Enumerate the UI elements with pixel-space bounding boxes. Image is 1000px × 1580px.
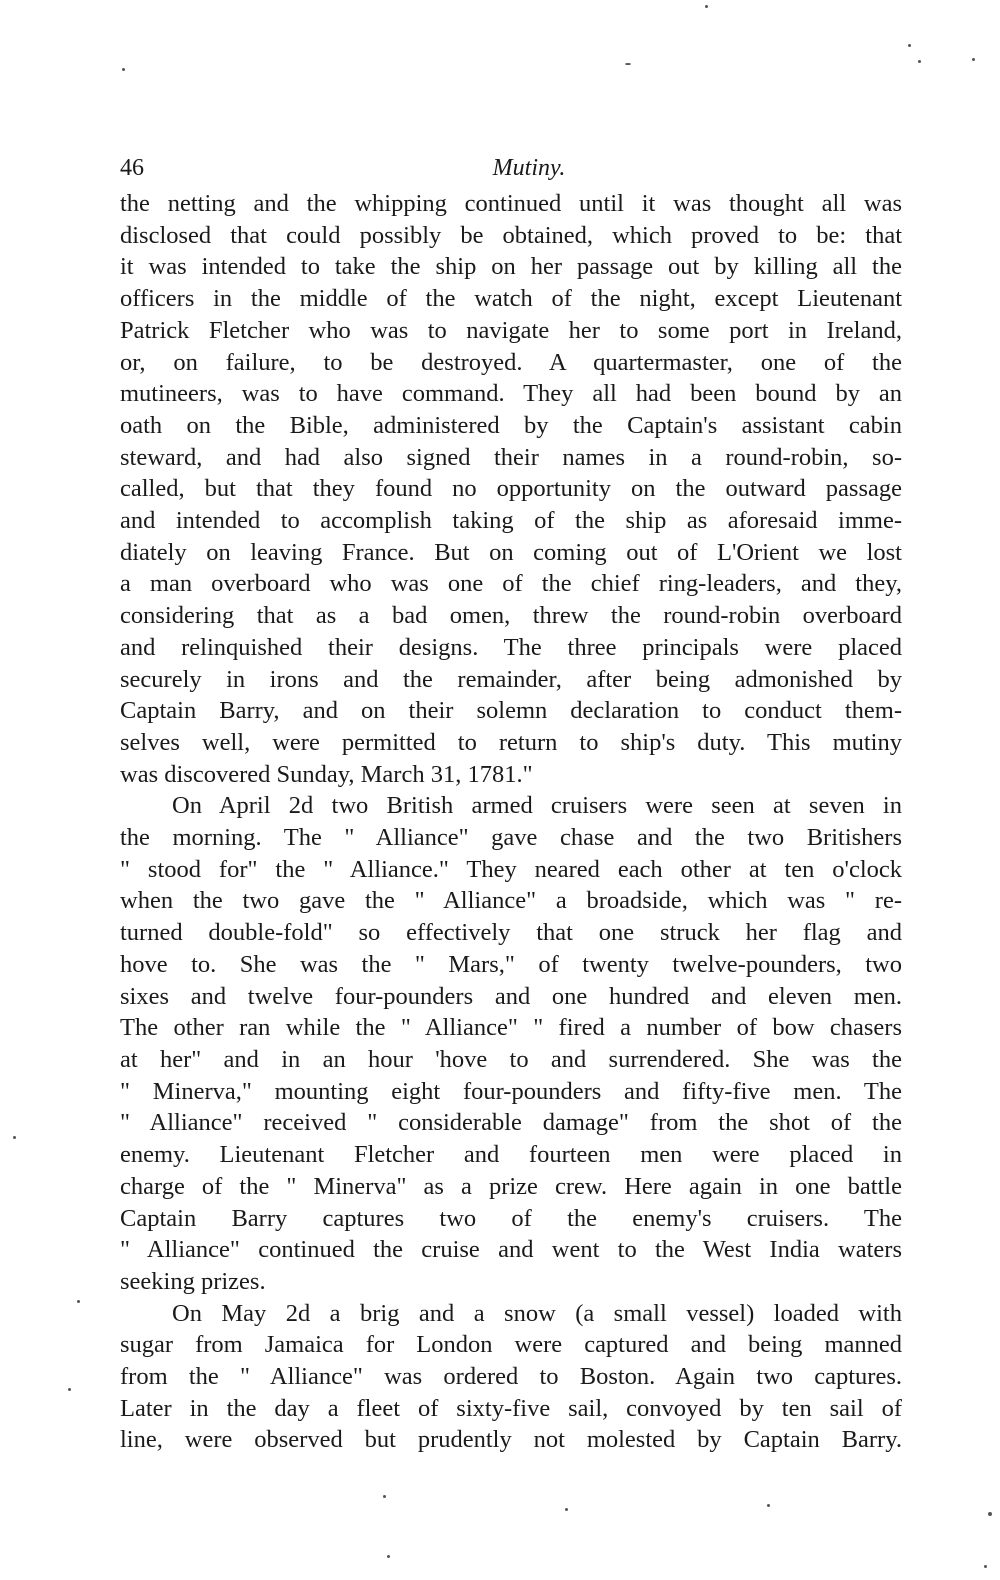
text-line: was discovered Sunday, March 31, 1781." [120,760,533,788]
scan-speck [972,58,975,61]
text-line: turned double-fold" so effectively that one struck her flag and [120,919,902,947]
text-line: the netting and the whipping continued until it was thought all was [120,190,902,217]
text-line: enemy. Lieutenant Fletcher and fourteen men were placed in [120,1141,902,1169]
text-line: or, on failure, to be destroyed. A quartermaster, one of the [120,348,902,376]
text-line: oath on the Bible, administered by the Captain's assistant cabin [120,411,902,439]
text-line: considering that as a bad omen, threw the round-robin overboard [120,602,902,630]
text-line: steward, and had also signed their names in a round-robin, so- [120,443,902,471]
scan-speck [13,1136,16,1139]
text-line: at her" and in an hour 'hove to and surrendered. She was the [120,1045,902,1073]
text-line: disclosed that could possibly be obtained, which proved to be: that [120,221,902,249]
book-page [120,152,902,1456]
paragraph-mutiny-account [120,188,902,790]
text-line: sugar from Jamaica for London were captured and being manned [120,1331,902,1359]
text-line: seeking prizes. [120,1267,266,1295]
scan-speck [122,68,125,71]
text-line: Patrick Fletcher who was to navigate her to some port in Ireland, [120,316,902,344]
text-line: diately on leaving France. But on coming out of L'Orient we lost [120,538,902,566]
text-line: On April 2d two British armed cruisers were seen at seven in [172,792,902,820]
paragraph-april-battle [120,790,902,1297]
text-line: the morning. The " Alliance" gave chase and the two Britishers [120,824,902,852]
text-line: mutineers, was to have command. They all had been bound by an [120,380,902,408]
text-line: and intended to accomplish taking of the ship as aforesaid imme- [120,507,902,535]
scan-speck [68,1388,71,1391]
scan-speck [988,1512,992,1516]
text-line: Captain Barry captures two of the enemy's cruisers. The [120,1204,902,1232]
text-line: " stood for" the " Alliance." They neared each other at ten o'clock [120,855,902,883]
page-number: 46 [120,155,144,181]
text-line: it was intended to take the ship on her passage out by killing all the [120,253,902,281]
scan-speck [918,60,921,63]
text-line: securely in irons and the remainder, after being admonished by [120,665,902,693]
scan-speck [387,1555,390,1558]
scan-speck [383,1495,386,1498]
text-line: Later in the day a fleet of sixty-five sail, convoyed by ten sail of [120,1394,902,1422]
text-line: and relinquished their designs. The three principals were placed [120,633,902,661]
running-title: Mutiny. [492,155,566,181]
scan-speck [984,1565,987,1568]
text-line: " Alliance" continued the cruise and went to the West India waters [120,1236,902,1264]
text-line: line, were observed but prudently not molested by Captain Barry. [120,1426,902,1454]
running-head [120,152,902,184]
scan-speck [77,1300,80,1303]
text-line: " Alliance" received " considerable damage" from the shot of the [120,1109,902,1137]
scan-speck [625,63,631,65]
text-line: sixes and twelve four-pounders and one hundred and eleven men. [120,982,902,1010]
text-line: Captain Barry, and on their solemn declaration to conduct them- [120,697,902,725]
text-line: called, but that they found no opportunity on the outward passage [120,475,902,503]
paragraph-may-captures [120,1298,902,1457]
scan-speck [767,1504,770,1507]
text-line: " Minerva," mounting eight four-pounders and fifty-five men. The [120,1077,902,1105]
text-line: when the two gave the " Alliance" a broadside, which was " re- [120,887,902,915]
text-line: The other ran while the " Alliance" " fired a number of bow chasers [120,1014,902,1042]
text-line: charge of the " Minerva" as a prize crew. Here again in one battle [120,1172,902,1200]
text-line: officers in the middle of the watch of the night, except Lieutenant [120,285,902,313]
text-line: On May 2d a brig and a snow (a small vessel) loaded with [172,1299,902,1327]
text-line: from the " Alliance" was ordered to Boston. Again two captures. [120,1363,902,1391]
scan-speck [705,5,708,8]
text-line: hove to. She was the " Mars," of twenty twelve-pounders, two [120,950,902,978]
text-line: selves well, were permitted to return to ship's duty. This mutiny [120,728,902,756]
text-line: a man overboard who was one of the chief ring-leaders, and they, [120,570,902,598]
scan-speck [565,1508,568,1511]
scan-speck [908,44,911,47]
